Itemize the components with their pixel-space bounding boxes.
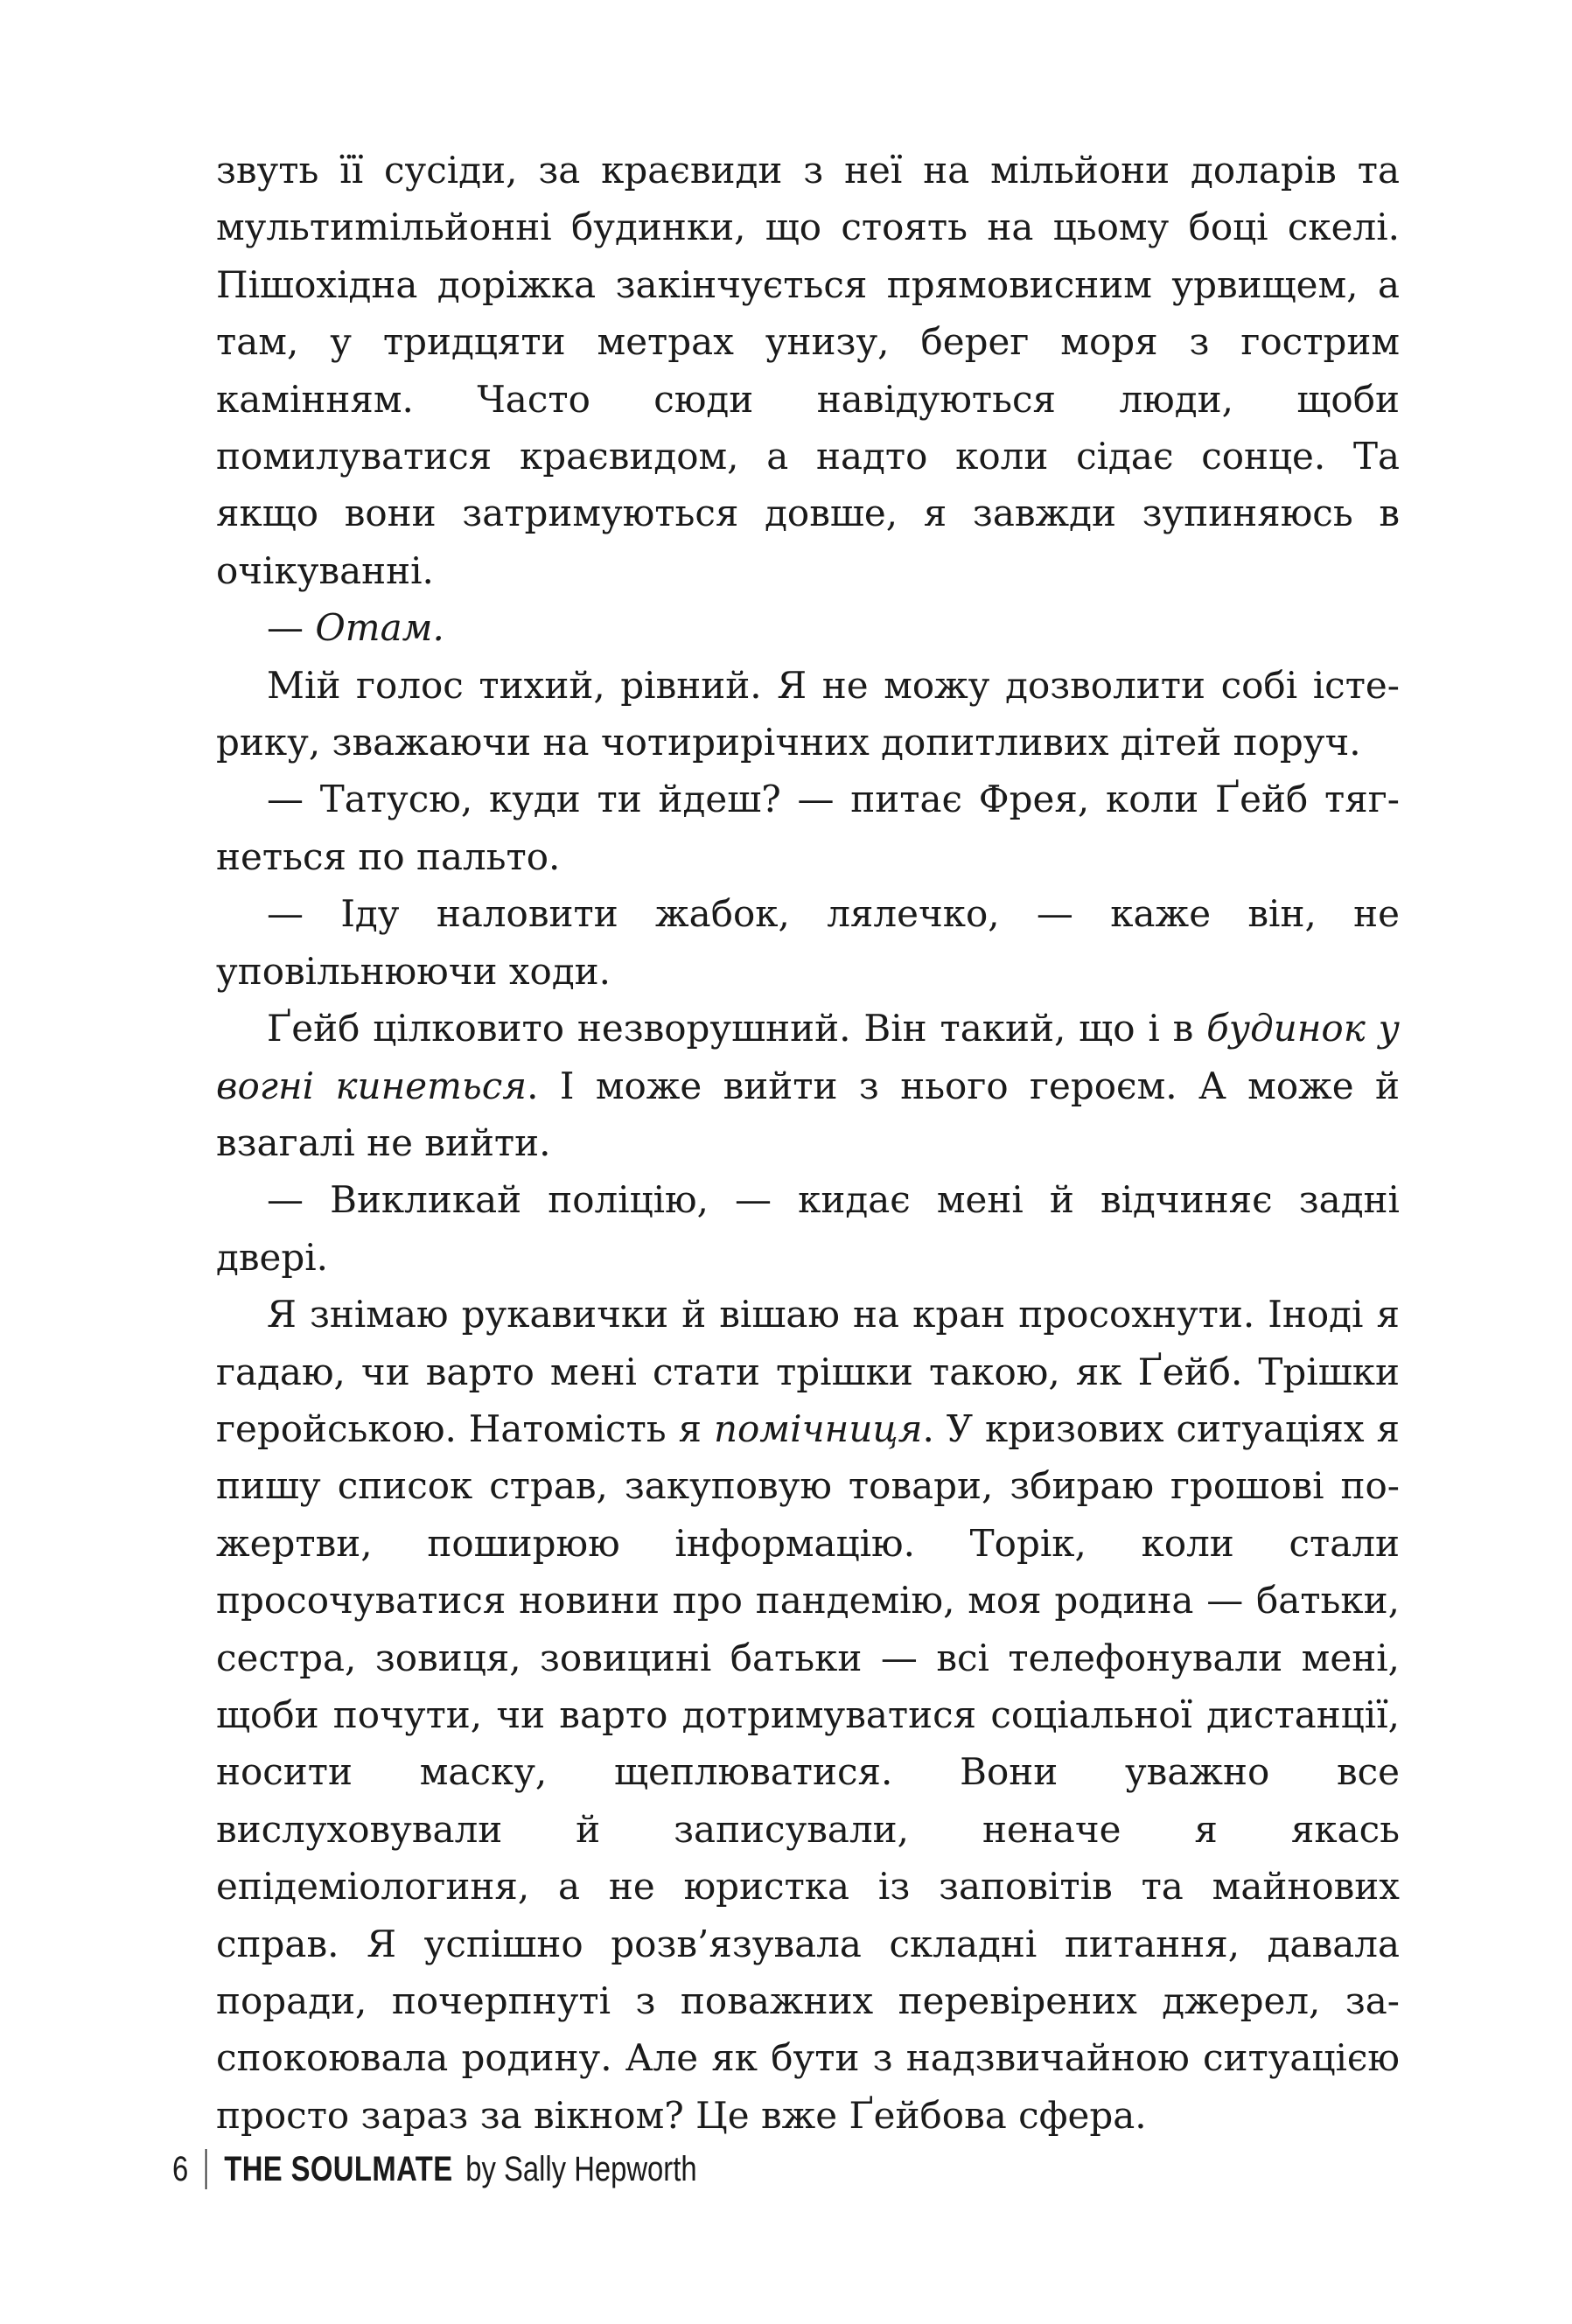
- paragraph-text: — Викликай поліцію, — кидає мені й відчиняє задні двері.: [216, 1178, 1400, 1279]
- paragraph-2: [216, 599, 1400, 656]
- paragraph-text: —: [267, 606, 316, 650]
- book-author: by Sally Hepworth: [465, 2150, 697, 2188]
- paragraph-6: [216, 1000, 1400, 1171]
- page-footer: [172, 2147, 697, 2191]
- paragraph-text: Ґейб цілковито незворушний. Він такий, що і в: [267, 1007, 1207, 1050]
- paragraph-text: . У кризових ситуаціях я пишу список страв, закуповую товари, збираю грошові пожертви, поширюю інформацію. Торік, коли стали просочуватися новини про пандемію, моя родина — батьки, сестра, зовиця, зовицині батьки — всі телефонували мені, щоби почути, чи варто дотримуватися соціальної дистанції, носити маску, щеплюватися. Вони уважно все вислуховували й записували, неначе я якась епідеміологиня, а не юристка із заповітів та майнових справ. Я успішно розв’язувала складні питання, давала поради, почерпнуті з поважних перевірених джерел, заспокоювала родину. Але як бути з надзвичайною ситуацією просто зараз за вікном? Це вже Ґейбова сфера.: [216, 1406, 1401, 2137]
- paragraph-text: звуть її сусіди, за краєвиди з неї на мільйони доларів та мультиmільйонні будинки, що стоять на цьому боці скелі. Пішохідна доріжка закінчується прямовисним урвищем, а там, у тридцяти метрах унизу, берег моря з гострим камінням. Часто сюди навідуються люди, щоби помилуватися краєвидом, а надто коли сідає сонце. Та якщо вони затримуються довше, я завжди зупиняюсь в очікуванні.: [216, 149, 1400, 592]
- paragraph-3: [216, 657, 1400, 771]
- page-body-text: [216, 142, 1400, 2144]
- page-number: 6: [172, 2150, 189, 2188]
- italic-text: будинок у вогні кинеться: [216, 1007, 1400, 1107]
- paragraph-text: — Іду наловити жабок, лялечко, — каже він, не уповільнюючи ходи.: [216, 892, 1400, 993]
- footer-divider: [206, 2149, 207, 2189]
- book-title: THE SOULMATE: [224, 2150, 453, 2188]
- paragraph-text: . І може вийти з нього героєм. А може й взагалі не вийти.: [216, 1064, 1400, 1164]
- italic-text: помічниця: [713, 1406, 923, 1450]
- paragraph-4: [216, 771, 1400, 885]
- paragraph-1: [216, 142, 1400, 599]
- paragraph-8: [216, 1286, 1400, 2144]
- paragraph-text: — Татусю, куди ти йдеш? — питає Фрея, коли Ґейб тягнеться по пальто.: [216, 778, 1400, 878]
- paragraph-text: Мій голос тихий, рівний. Я не можу дозволити собі істерику, зважаючи на чотирирічних допитливих дітей поруч.: [216, 663, 1400, 764]
- paragraph-text: Я знімаю рукавички й вішаю на кран просохнути. Іноді я гадаю, чи варто мені стати трішки такою, як Ґейб. Трішки геройською. Натомість я: [216, 1293, 1400, 1450]
- paragraph-7: [216, 1171, 1400, 1286]
- paragraph-5: [216, 885, 1400, 1000]
- italic-text: Отам.: [315, 606, 444, 650]
